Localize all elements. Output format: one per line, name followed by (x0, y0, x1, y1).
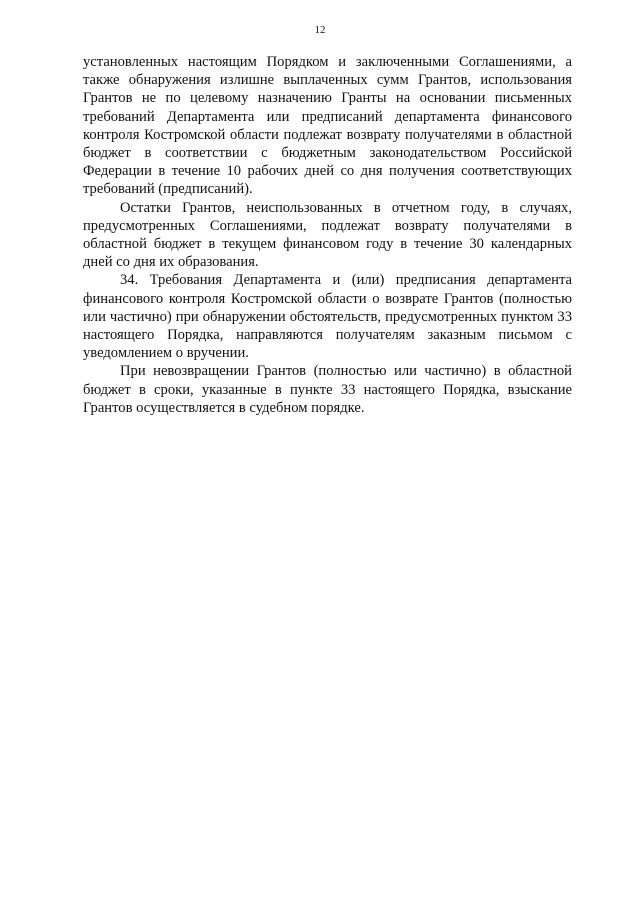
document-body (83, 53, 572, 417)
paragraph-item-34: 34. Требования Департамента и (или) предписания департамента финансового контроля Костромской области о возврате Грантов (полностью или частично) при обнаружении обстоятельств, предусмотренных пунктом 33 настоящего Порядка, направляются получателям заказным письмом с уведомлением о вручении. (83, 272, 572, 362)
paragraph-court-recovery: При невозвращении Грантов (полностью или частично) в областной бюджет в сроки, указанные в пункте 33 настоящего Порядка, взыскание Грантов осуществляется в судебном порядке. (83, 363, 572, 416)
page-number: 12 (314, 24, 326, 36)
paragraph-continuation: установленных настоящим Порядком и заключенными Соглашениями, а также обнаружения излишне выплаченных сумм Грантов, использования Грантов не по целевому назначению Гранты на основании письменных требований Департамента или предписаний департамента финансового контроля Костромской области подлежат возврату получателями в областной бюджет в соответствии с бюджетным законодательством Российской Федерации в течение 10 рабочих дней со дня получения соответствующих требований (предписаний). (83, 54, 572, 198)
paragraph-grant-remainders: Остатки Грантов, неиспользованных в отчетном году, в случаях, предусмотренных Соглашениями, подлежат возврату получателями в областной бюджет в текущем финансовом году в течение 30 календарных дней со дня их образования. (83, 199, 572, 271)
